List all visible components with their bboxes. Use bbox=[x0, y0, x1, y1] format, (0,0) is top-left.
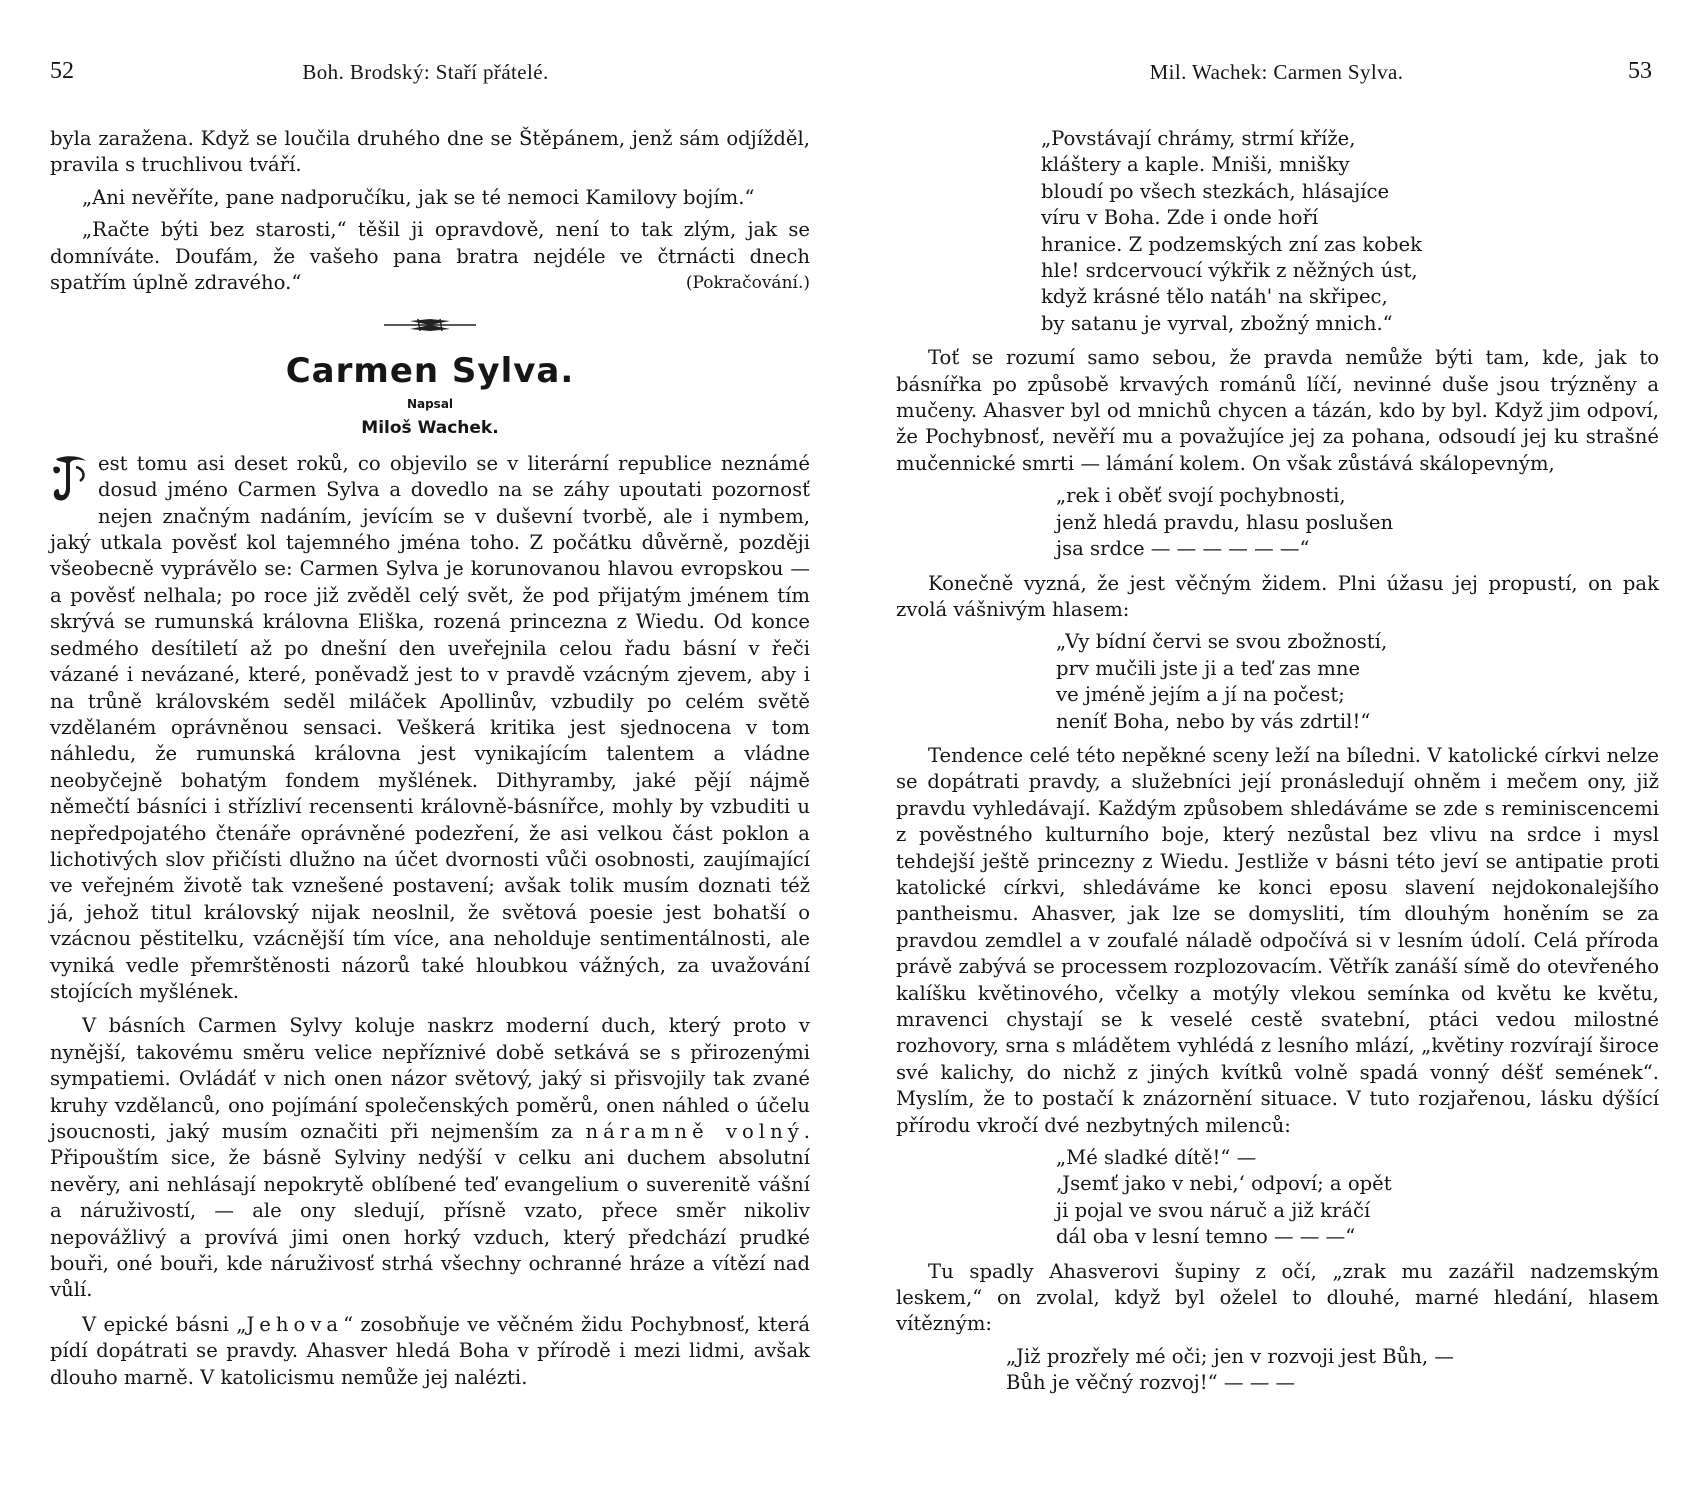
paragraph: byla zaražena. Když se loučila druhého dne se Štěpánem, jenž sám odjížděl, pravila s truchlivou tváří. bbox=[50, 127, 810, 177]
paragraph bbox=[50, 1013, 810, 1303]
poem-block bbox=[1056, 629, 1659, 735]
ornament-icon bbox=[380, 315, 480, 335]
poem-line: ve jméně jejím a jí na počest; bbox=[1056, 683, 1345, 707]
paragraph: Toť se rozumí samo sebou, že pravda nemůže býti tam, kde, jak to básnířka po způsobě krvavých románů líčí, nevinné duše jsou trýzněny a mučeny. Ahasver byl od mnichů chycen a tázán, kdo by byl. Když jim odpoví, že Pochybnosť, nevěří mu a považujíce jej za pohana, odsoudí jej ku strašné mučennické smrti — lámání kolem. On však zůstává skálopevným, bbox=[896, 346, 1659, 475]
paragraph: „Ani nevěříte, pane nadporučíku, jak se té nemoci Kamilovy bojím.“ bbox=[82, 185, 755, 209]
poem-line: Bůh je věčný rozvoj!“ — — — bbox=[1006, 1371, 1296, 1395]
text-run: V epické básni „ bbox=[82, 1312, 247, 1336]
poem-line: by satanu je vyrval, zbožný mnich.“ bbox=[1041, 311, 1393, 335]
paragraph bbox=[50, 451, 810, 1006]
poem-line: víru v Boha. Zde i onde hoří bbox=[1041, 206, 1319, 230]
poem-line: „Již prozřely mé oči; jen v rozvoji jest Bůh, — bbox=[1006, 1344, 1454, 1368]
text-run: V básních Carmen Sylvy koluje naskrz moderní duch, který proto v nynější, takovému směru velice nepříznivé době setkává se s přirozenými sympatiemi. Ovládáť v nich onen názor světový, jaký si přisvojily tak zvané kruhy vzdělanců, ono pojímání společenských poměrů, onen náhled o účelu jsoucnosti, jaký musím označiti při nejmenším za bbox=[50, 1014, 810, 1143]
paragraph: Konečně vyzná, že jest věčným židem. Plni úžasu jej propustí, on pak zvolá vášnivým hlasem: bbox=[896, 571, 1659, 621]
poem-line: ji pojal ve svou náruč a již kráčí bbox=[1056, 1198, 1371, 1222]
poem-line: „rek i oběť svojí pochybnosti, bbox=[1056, 484, 1346, 508]
paragraph: Tu spadly Ahasverovi šupiny z očí, „zrak mu zazářil nadzemským leskem,“ on zvolal, když byl oželel to dlouhé, marné hledání, hlasem vítězným: bbox=[896, 1259, 1659, 1336]
paragraph: Tendence celé této nepěkné sceny leží na bíledni. V katolické církvi nelze se dopátrati pravdy, a služebníci její pronásledují ohněm i mečem ony, již pravdu vyhledávají. Každým způsobem shledáváme se zde s reminiscencemi z pověstného kulturního boje, který nezůstal bez vlivu na srdce i mysl tehdejší ještě princezny z Wiedu. Jestliže v básni této jeví se antipatie proti katolické církvi, shledáváme ke konci eposu slavení nejdokonalejšího pantheismu. Ahasver, jak lze se domysliti, tím dlouhým honěním se za pravdou zemdlel a v zoufalé náladě odpočívá si v lesním údolí. Celá příroda právě zabývá se processem rozplozovacím. Větřík zanáší símě do otevřeného kalíšku květinového, včelky a motýly vlekou semínka od květu ke květu, mravenci chystají se k veselé cestě svatební, ptáci vedou milostné rozhovory, srna s mládětem vyhlédá z lesního mlází, „květiny rozvírají široce své kalichy, do nichž z jiných kvítků volně spadá vonný déšť semének“. Myslím, že to postačí k znázornění situace. V tuto rozjařenou, lásku dýšící přírodu vkročí dvé nezbytných milenců: bbox=[896, 743, 1659, 1137]
article-byline: Napsal bbox=[406, 396, 454, 411]
page-number: 53 bbox=[1628, 58, 1652, 84]
article-first-paragraph: est tomu asi deset roků, co objevilo se v literární republice neznámé dosud jméno Carmen Sylva a dovedlo na se záhy upoutati pozornosť nejen značným nadáním, jevícím se v duševní tvorbě, ale i nymbem, jaký utkala pověsť kol tajemného jména toho. Z počátku důvěrně, později všeobecně vyprávělo se: Carmen Sylva je korunovanou hlavou evropskou — a pověsť nelhala; po roce již zvěděl celý svět, že pod přijatým jménem tím skrývá se rumunská královna Eliška, rozená princezna z Wiedu. Od konce sedmého desítiletí až po dnešní den uveřejnila celou řadu básní v řeči vázané i nevázané, které, poněvadž jest to v pravdě vzácným zjevem, aby i na trůně královském seděl miláček Apollinův, vzbudily po celém světě vzdělaném oprávněnou sensaci. Veškerá kritika jest sjednocena v tom náhledu, že rumunská královna jest vynikajícím talentem a vládne neobyčejně bohatým fondem myšlének. Dithyramby, jaké pějí nájmě němečtí básníci i střízliví recensenti královně-básnířce, mohly by vzbuditi u nepředpojatého čtenáře oprávněné podezření, že asi velkou část poklon a lichotivých slov přičísti dlužno na účet dvornosti vůči osobnosti, zaujímající ve veřejném životě tak vznešené postavení; avšak tolik musím doznati též já, jehož titul královský nijak neoslnil, že světová poesie jest bohatší o vzácnou pěstitelku, vzácnější tím více, ana neholduje sentimentálnosti, ale vyniká vedle přemrštěnosti názorů také hloubkou vážných, za uvažování stojících myšlének. bbox=[50, 451, 810, 1003]
poem-line: jenž hledá pravdu, hlasu poslušen bbox=[1056, 510, 1394, 534]
right-page bbox=[851, 0, 1702, 1500]
poem-line: kláštery a kaple. Mniši, mnišky bbox=[1041, 153, 1350, 177]
poem-line: ‚Jsemť jako v nebi,‘ odpoví; a opět bbox=[1056, 1172, 1392, 1196]
poem-line: hranice. Z podzemských zní zas kobek bbox=[1041, 232, 1423, 256]
paragraph: „Račte býti bez starosti,“ těšil ji opravdově, není to tak zlým, jak se domníváte. Doufám, že vašeho pana bratra nejdéle ve čtrnácti dnech spatřím úplně zdravého.“ bbox=[50, 218, 810, 295]
poem-line: neníť Boha, nebo by vás zdrtil!“ bbox=[1056, 709, 1371, 733]
poem-line: bloudí po všech stezkách, hlásajíce bbox=[1041, 179, 1390, 203]
spaced-emphasis: náramně volný bbox=[585, 1120, 804, 1143]
poem-block bbox=[1056, 1145, 1659, 1251]
poem-line: „Mé sladké dítě!“ — bbox=[1056, 1146, 1257, 1170]
text-run: . Připouštím sice, že básně Sylviny nedýší v celku ani duchem absolutní nevěry, ani nehlásají nepokrytě oblíbené teď evangelium o suverenitě vášní a náruživostí, — ale ony sledují, přísně vzato, přece směr nikoliv nepovážlivý a provívá jimi onen horký vzduch, který předchází prudké bouři, oné bouři, kde náruživosť strhá všechny ochranné hráze a vítězí nad vůlí. bbox=[50, 1120, 810, 1302]
running-title: Mil. Wachek: Carmen Sylva. bbox=[1149, 60, 1404, 84]
left-page-header bbox=[50, 58, 801, 92]
continuation-note: (Pokračování.) bbox=[685, 273, 810, 294]
poem-line: dál oba v lesní temno — — —“ bbox=[1056, 1225, 1356, 1249]
page-number: 52 bbox=[50, 58, 74, 84]
spaced-emphasis: Jehova bbox=[246, 1312, 344, 1336]
article-title: Carmen Sylva. bbox=[285, 350, 575, 391]
left-page-body bbox=[50, 126, 810, 1391]
drop-cap-j-icon bbox=[50, 453, 92, 505]
right-page-body bbox=[896, 126, 1659, 1405]
poem-line: hle! srdcervoucí výkřik z něžných úst, bbox=[1041, 259, 1418, 283]
poem-block bbox=[1041, 126, 1659, 337]
poem-line: jsa srdce — — — — — —“ bbox=[1056, 537, 1310, 561]
poem-line: když krásné tělo natáh' na skřipec, bbox=[1041, 285, 1388, 309]
text-run: “ zosobňuje ve věčném židu Pochybnosť, která pídí dopátrati se pravdy. Ahasver hledá Boha v přírodě i mezi lidmi, avšak dlouho marně. V katolicismu nemůže jej nalézti. bbox=[50, 1312, 810, 1389]
article-author: Miloš Wachek. bbox=[361, 417, 499, 438]
right-page-header bbox=[901, 58, 1652, 92]
running-title: Boh. Brodský: Staří přátelé. bbox=[302, 60, 549, 84]
paragraph bbox=[50, 1312, 810, 1391]
poem-line: „Vy bídní červi se svou zbožností, bbox=[1056, 630, 1388, 654]
poem-block bbox=[1056, 483, 1659, 562]
poem-line: „Povstávají chrámy, strmí kříže, bbox=[1041, 127, 1356, 150]
poem-block bbox=[1006, 1344, 1659, 1397]
poem-line: prv mučili jste ji a teď zas mne bbox=[1056, 656, 1361, 680]
ornament-divider bbox=[50, 315, 810, 335]
